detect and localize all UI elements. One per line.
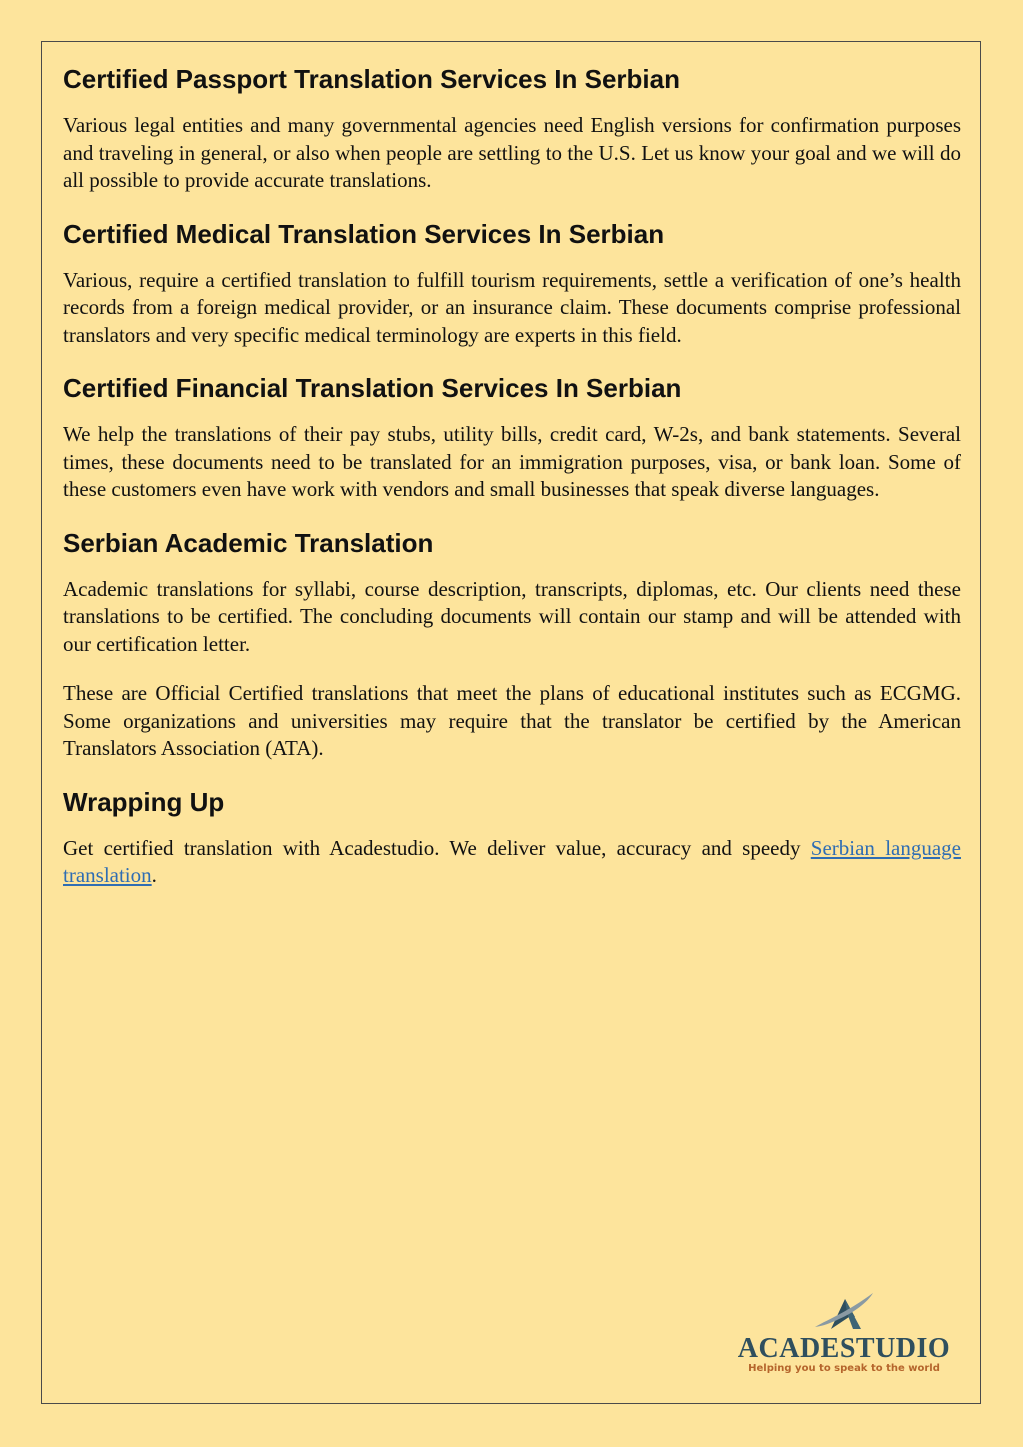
serbian-translation-link[interactable]: Serbian language translation xyxy=(63,835,961,887)
section-wrapping-up xyxy=(63,785,961,890)
section-heading: Certified Financial Translation Services In Serbian xyxy=(63,373,682,403)
section-paragraph: We help the translations of their pay stubs, utility bills, credit card, W-2s, and bank statements. Several times, these documents need to be translated for an immigration purposes, visa, or bank loan. Some of these customers even have work with vendors and small businesses that speak diverse languages. xyxy=(63,422,961,501)
section-paragraph: These are Official Certified translations that meet the plans of educational institutes such as ECGMG. Some organizations and universities may require that the translator be certified by the American Translators Association (ATA). xyxy=(63,681,961,760)
logo-mark-icon xyxy=(809,1289,879,1333)
paragraph-text: Get certified translation with Acadestudio. We deliver value, accuracy and speedy xyxy=(63,835,811,860)
section-heading: Wrapping Up xyxy=(63,786,225,817)
section-heading: Certified Passport Translation Services In Serbian xyxy=(63,64,680,94)
section-financial xyxy=(63,371,961,504)
section-academic xyxy=(63,526,961,763)
document-page xyxy=(41,41,981,1404)
acadestudio-logo xyxy=(730,1289,958,1379)
section-paragraph: Academic translations for syllabi, course description, transcripts, diplomas, etc. Our clients need these translations to be certified. The concluding documents will contain our stamp and will be attended with our certification letter. xyxy=(63,576,961,656)
logo-name: ACADESTUDIO xyxy=(737,1333,951,1364)
section-paragraph: Various legal entities and many governmental agencies need English versions for confirmation purposes and traveling in general, or also when people are settling to the U.S. Let us know your goal and we will do all possible to provide accurate translations. xyxy=(63,113,961,192)
section-passport xyxy=(63,62,961,195)
section-heading: Serbian Academic Translation xyxy=(63,527,434,558)
logo-tagline: Helping you to speak to the world xyxy=(748,1363,940,1374)
section-paragraph xyxy=(63,835,961,890)
section-heading: Certified Medical Translation Services In Serbian xyxy=(63,218,665,249)
document-content xyxy=(63,62,961,912)
section-medical xyxy=(63,217,961,350)
paragraph-text-end: . xyxy=(151,863,157,887)
section-paragraph: Various, require a certified translation to fulfill tourism requirements, settle a verification of one’s health records from a foreign medical provider, or an insurance claim. These documents comprise professional translators and very specific medical terminology are experts in this field. xyxy=(63,267,961,347)
